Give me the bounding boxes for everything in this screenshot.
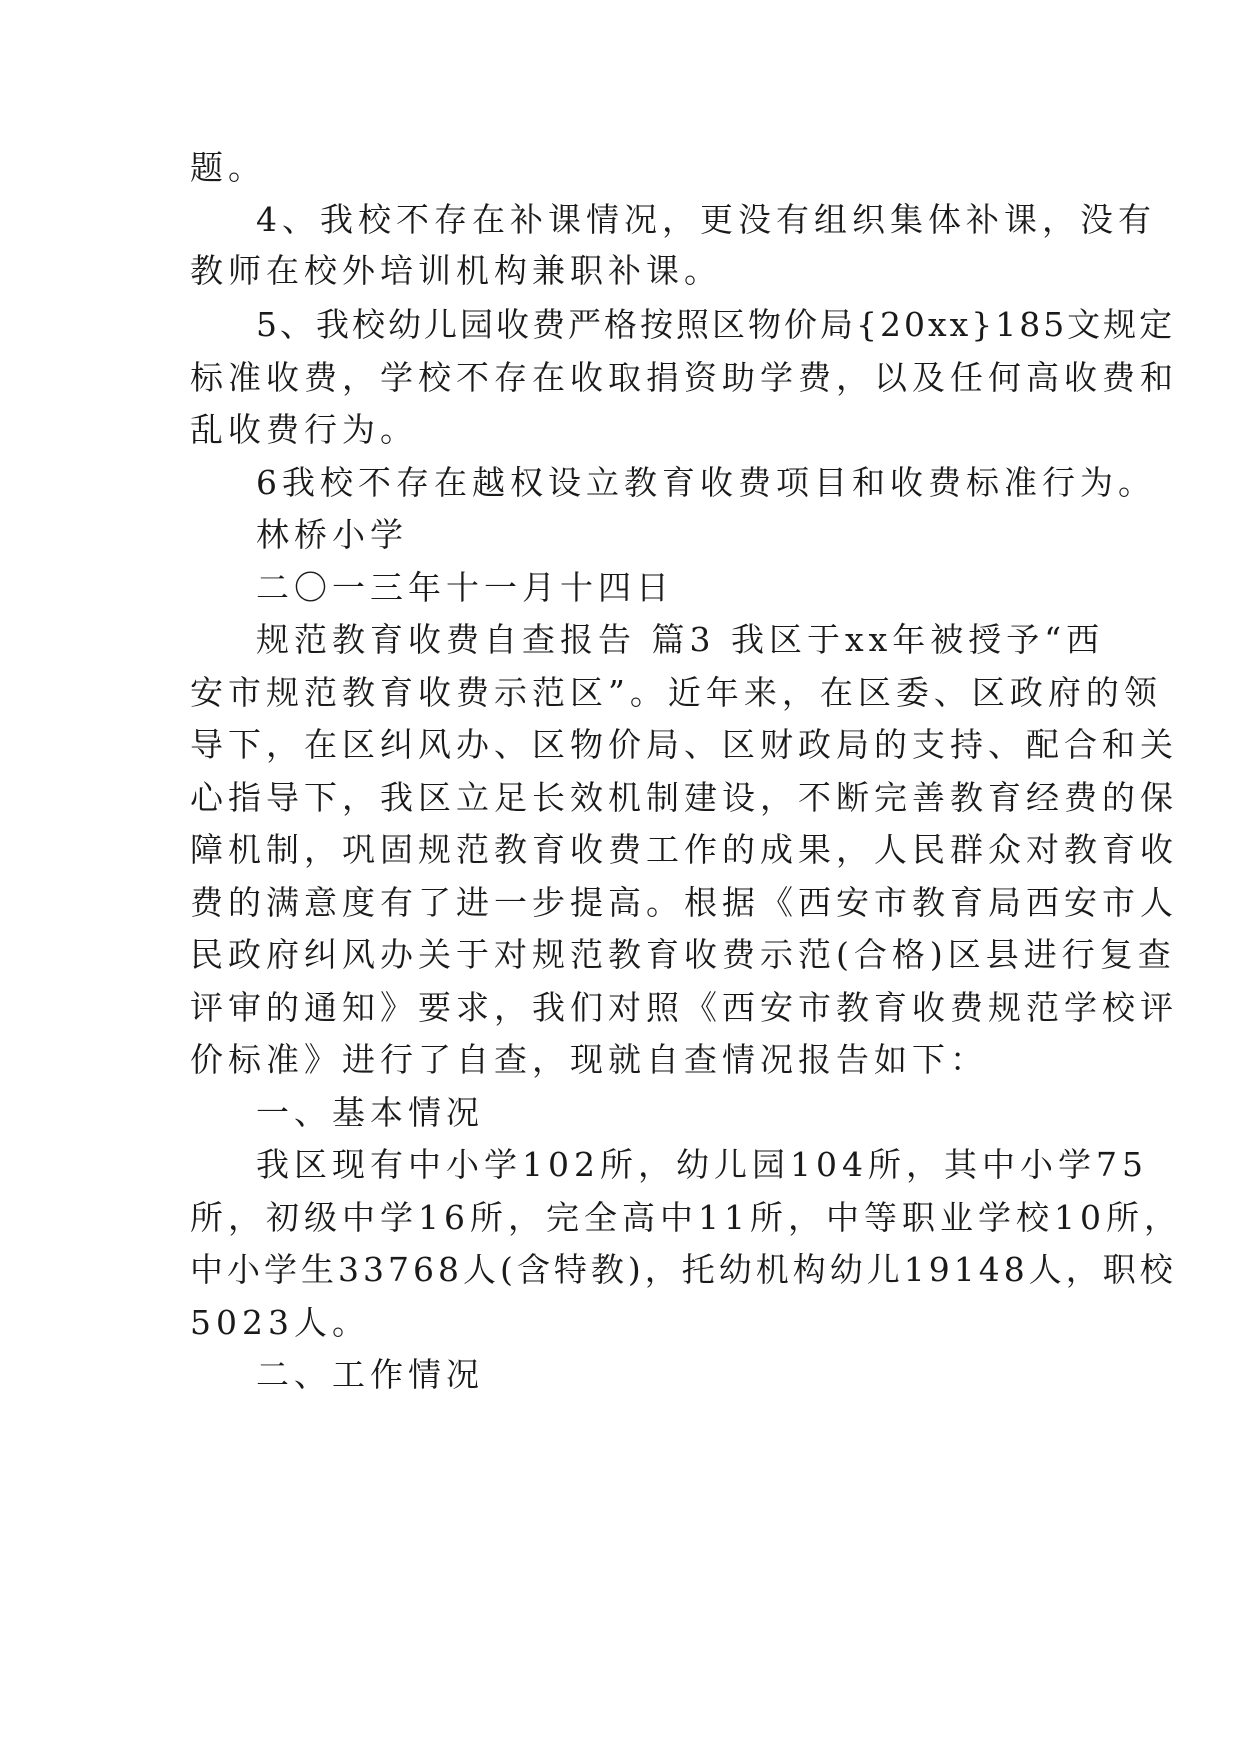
text-line: 安市规范教育收费示范区”。近年来，在区委、区政府的领 [190,673,1162,712]
text-line: 费的满意度有了进一步提高。根据《西安市教育局西安市人 [190,883,1178,922]
text-line: 心指导下，我区立足长效机制建设，不断完善教育经费的保 [190,778,1178,817]
text-line: 我区现有中小学102所，幼儿园104所，其中小学75 [256,1145,1148,1184]
text-line: 题。 [190,148,266,187]
text-line: 中小学生33768人(含特教)，托幼机构幼儿19148人，职校 [190,1250,1177,1289]
text-line: 5、我校幼儿园收费严格按照区物价局{20xx}185文规定 [256,305,1176,344]
text-line: 教师在校外培训机构兼职补课。 [190,251,722,290]
heading-basic-situation: 一、基本情况 [256,1093,484,1132]
text-line: 价标准》进行了自查，现就自查情况报告如下： [190,1040,988,1079]
text-line: 标准收费，学校不存在收取捐资助学费，以及任何高收费和 [190,358,1178,397]
text-line: 民政府纠风办关于对规范教育收费示范(合格)区县进行复查 [190,935,1176,974]
text-line: 所，初级中学16所，完全高中11所，中等职业学校10所， [190,1198,1182,1237]
school-signature: 林桥小学 [256,515,408,554]
heading-work-situation: 二、工作情况 [256,1355,484,1394]
date-line: 二〇一三年十一月十四日 [256,568,674,607]
text-line: 乱收费行为。 [190,410,418,449]
text-line: 评审的通知》要求，我们对照《西安市教育收费规范学校评 [190,988,1178,1027]
section-heading-line: 规范教育收费自查报告 篇3 我区于xx年被授予“西 [256,620,1105,659]
text-line: 导下，在区纠风办、区物价局、区财政局的支持、配合和关 [190,725,1178,764]
text-line: 5023人。 [190,1303,370,1342]
text-line: 6我校不存在越权设立教育收费项目和收费标准行为。 [256,463,1156,502]
text-line: 障机制，巩固规范教育收费工作的成果，人民群众对教育收 [190,830,1178,869]
text-line: 4、我校不存在补课情况，更没有组织集体补课，没有 [256,200,1156,239]
